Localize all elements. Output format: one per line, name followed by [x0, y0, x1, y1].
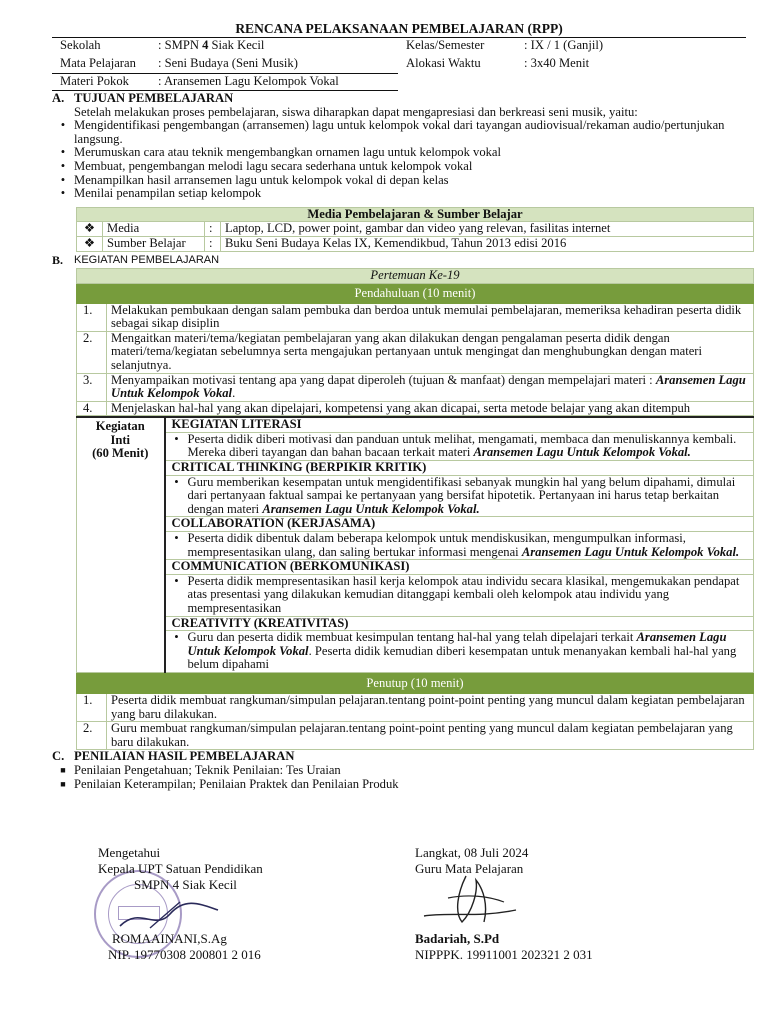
- media-heading: Media Pembelajaran & Sumber Belajar: [77, 207, 754, 222]
- section-a-heading: A. TUJUAN PEMBELAJARAN: [52, 90, 234, 105]
- diamond-bullet-icon: ❖: [77, 222, 103, 237]
- media-label: Media: [103, 222, 205, 237]
- objective-item: • Menampilkan hasil arransemen lagu untuk kelompok vokal di depan kelas: [60, 172, 449, 187]
- label-alokasi: Alokasi Waktu: [406, 55, 481, 70]
- creativity-title: CREATIVITY (KREATIVITAS): [171, 615, 349, 630]
- literasi-text: • Peserta didik diberi motivasi dan panduan untuk melihat, mengamati, membaca dan menuliskannya kembali. Mereka diberi tayangan dan bahan bacaan terkait materi Aransemen Lagu Untuk Kelompok Vokal.: [166, 432, 754, 461]
- signature-left: Mengetahui Kepala UPT Satuan Pendidikan SMPN 4 Siak Kecil ROMAAINANI,S.Ag NIP. 19770308 200801 2 016: [98, 845, 263, 962]
- table-row: 4. Menjelaskan hal-hal yang akan dipelajari, kompetensi yang akan dicapai, serta metode belajar yang akan ditempuh: [77, 401, 754, 416]
- label-sekolah: Sekolah: [60, 38, 101, 52]
- literasi-title: KEGIATAN LITERASI: [171, 417, 302, 432]
- collaboration-title: COLLABORATION (KERJASAMA): [171, 516, 376, 531]
- assessment-item: ■ Penilaian Pengetahuan; Teknik Penilaian: Tes Uraian: [60, 763, 341, 778]
- source-label: Sumber Belajar: [103, 236, 205, 251]
- source-sep: :: [205, 236, 221, 251]
- pendahuluan-heading: Pendahuluan (10 menit): [77, 283, 754, 303]
- teacher-signature: [418, 872, 528, 928]
- value-alokasi: : 3x40 Menit: [524, 55, 590, 70]
- objective-item: • Menilai penampilan setiap kelompok: [60, 186, 262, 201]
- value-mapel: : Seni Budaya (Seni Musik): [158, 55, 298, 70]
- penutup-table: [76, 673, 754, 750]
- assessment-item: ■ Penilaian Keterampilan; Penilaian Praktek dan Penilaian Produk: [60, 776, 399, 791]
- objective-item: • Membuat, pengembangan melodi lagu secara sederhana untuk kelompok vokal: [60, 158, 473, 173]
- source-value: Buku Seni Budaya Kelas IX, Kemendikbud, Tahun 2013 edisi 2016: [221, 236, 754, 251]
- value-sekolah: : SMPN 4 Siak Kecil: [158, 38, 265, 52]
- table-row: 3. Menyampaikan motivasi tentang apa yang dapat diperoleh (tujuan & manfaat) dengan mempelajari materi : Aransemen Lagu Untuk Kelompok Vokal.: [77, 373, 754, 401]
- communication-text: • Peserta didik mempresentasikan hasil kerja kelompok atau individu secara klasikal, mengemukakan pendapat atas presentasi yang dilakukan kemudian ditanggapi kembali oleh kelompok atau individu yang mempresentasikan: [166, 574, 754, 617]
- section-a-intro: Setelah melakukan proses pembelajaran, siswa diharapkan dapat mengapresiasi dan berkreasi seni musik, yaitu:: [74, 104, 638, 119]
- document-title: RENCANA PELAKSANAAN PEMBELAJARAN (RPP): [235, 21, 563, 36]
- critical-title: CRITICAL THINKING (BERPIKIR KRITIK): [171, 460, 427, 475]
- diamond-bullet-icon: ❖: [77, 236, 103, 251]
- section-b-heading: B. KEGIATAN PEMBELAJARAN: [52, 252, 220, 267]
- table-row: 1. Peserta didik membuat rangkuman/simpulan pelajaran.tentang point-point penting yang muncul dalam kegiatan pembelajaran yang baru dilakukan.: [77, 693, 754, 721]
- label-kelas: Kelas/Semester: [406, 38, 485, 52]
- media-sep: :: [205, 222, 221, 237]
- header-info-table: [52, 37, 746, 91]
- activities-table: [76, 268, 754, 417]
- collaboration-text: • Peserta didik dibentuk dalam beberapa kelompok untuk mendiskusikan, mengumpulkan informasi, mempresentasikan ulang, dan saling bertukar informasi mengenai Aransemen Lagu Untuk Kelompok Vokal.: [166, 531, 754, 560]
- meeting-label: Pertemuan Ke-19: [77, 268, 754, 283]
- communication-title: COMMUNICATION (BERKOMUNIKASI): [171, 559, 410, 574]
- label-materi: Materi Pokok: [52, 74, 150, 91]
- table-row: 1. Melakukan pembukaan dengan salam pembuka dan berdoa untuk memulai pembelajaran, memeriksa kehadiran peserta didik sebagai sikap disiplin: [77, 303, 754, 331]
- value-materi: : Aransemen Lagu Kelompok Vokal: [150, 74, 398, 91]
- label-mapel: Mata Pelajaran: [60, 55, 136, 70]
- inti-table: [76, 416, 754, 673]
- creativity-text: • Guru dan peserta didik membuat kesimpulan tentang hal-hal yang telah dipelajari terkait Aransemen Lagu Untuk Kelompok Vokal. Peserta didik kemudian diberi kesempatan untuk menanyakan kembali hal-hal yang belum dipahami: [166, 630, 754, 672]
- signature-right: Langkat, 08 Juli 2024 Guru Mata Pelajaran Badariah, S.Pd NIPPPK. 19911001 202321 2 031: [415, 845, 593, 962]
- penutup-heading: Penutup (10 menit): [77, 673, 754, 693]
- value-kelas: : IX / 1 (Ganjil): [524, 38, 604, 52]
- objective-item: • Merumuskan cara atau teknik mengembangkan ornamen lagu untuk kelompok vokal: [60, 145, 502, 160]
- table-row: 2. Mengaitkan materi/tema/kegiatan pembelajaran yang akan dilakukan dengan pengalaman peserta didik dengan materi/tema/kegiatan sebelumnya serta mengajukan pertanyaan untuk mengingat dan menghubungkan dengan materi selanjutnya.: [77, 331, 754, 373]
- objective-item: • Mengidentifikasi pengembangan (arransemen) lagu untuk kelompok vokal dari tayangan audiovisual/rekaman audio/pertunjukan langsung.: [60, 118, 725, 146]
- media-value: Laptop, LCD, power point, gambar dan video yang relevan, fasilitas internet: [221, 222, 754, 237]
- inti-content: [165, 417, 754, 672]
- media-table: [76, 207, 754, 252]
- headmaster-signature: [110, 896, 230, 936]
- critical-text: • Guru memberikan kesempatan untuk mengidentifikasi sebanyak mungkin hal yang belum dipahami, dimulai dari pertanyaan faktual sampai ke pertanyaan yang bersifat hipotetik. Pertanyaan ini harus tetap berkaitan dengan materi Aransemen Lagu Untuk Kelompok Vokal.: [166, 475, 754, 518]
- inti-label: Kegiatan Inti (60 Menit): [77, 417, 165, 672]
- table-row: 2. Guru membuat rangkuman/simpulan pelajaran.tentang point-point penting yang muncul dalam kegiatan pembelajaran yang baru dilakukan.: [77, 722, 754, 750]
- section-c-heading: C. PENILAIAN HASIL PEMBELAJARAN: [52, 749, 295, 764]
